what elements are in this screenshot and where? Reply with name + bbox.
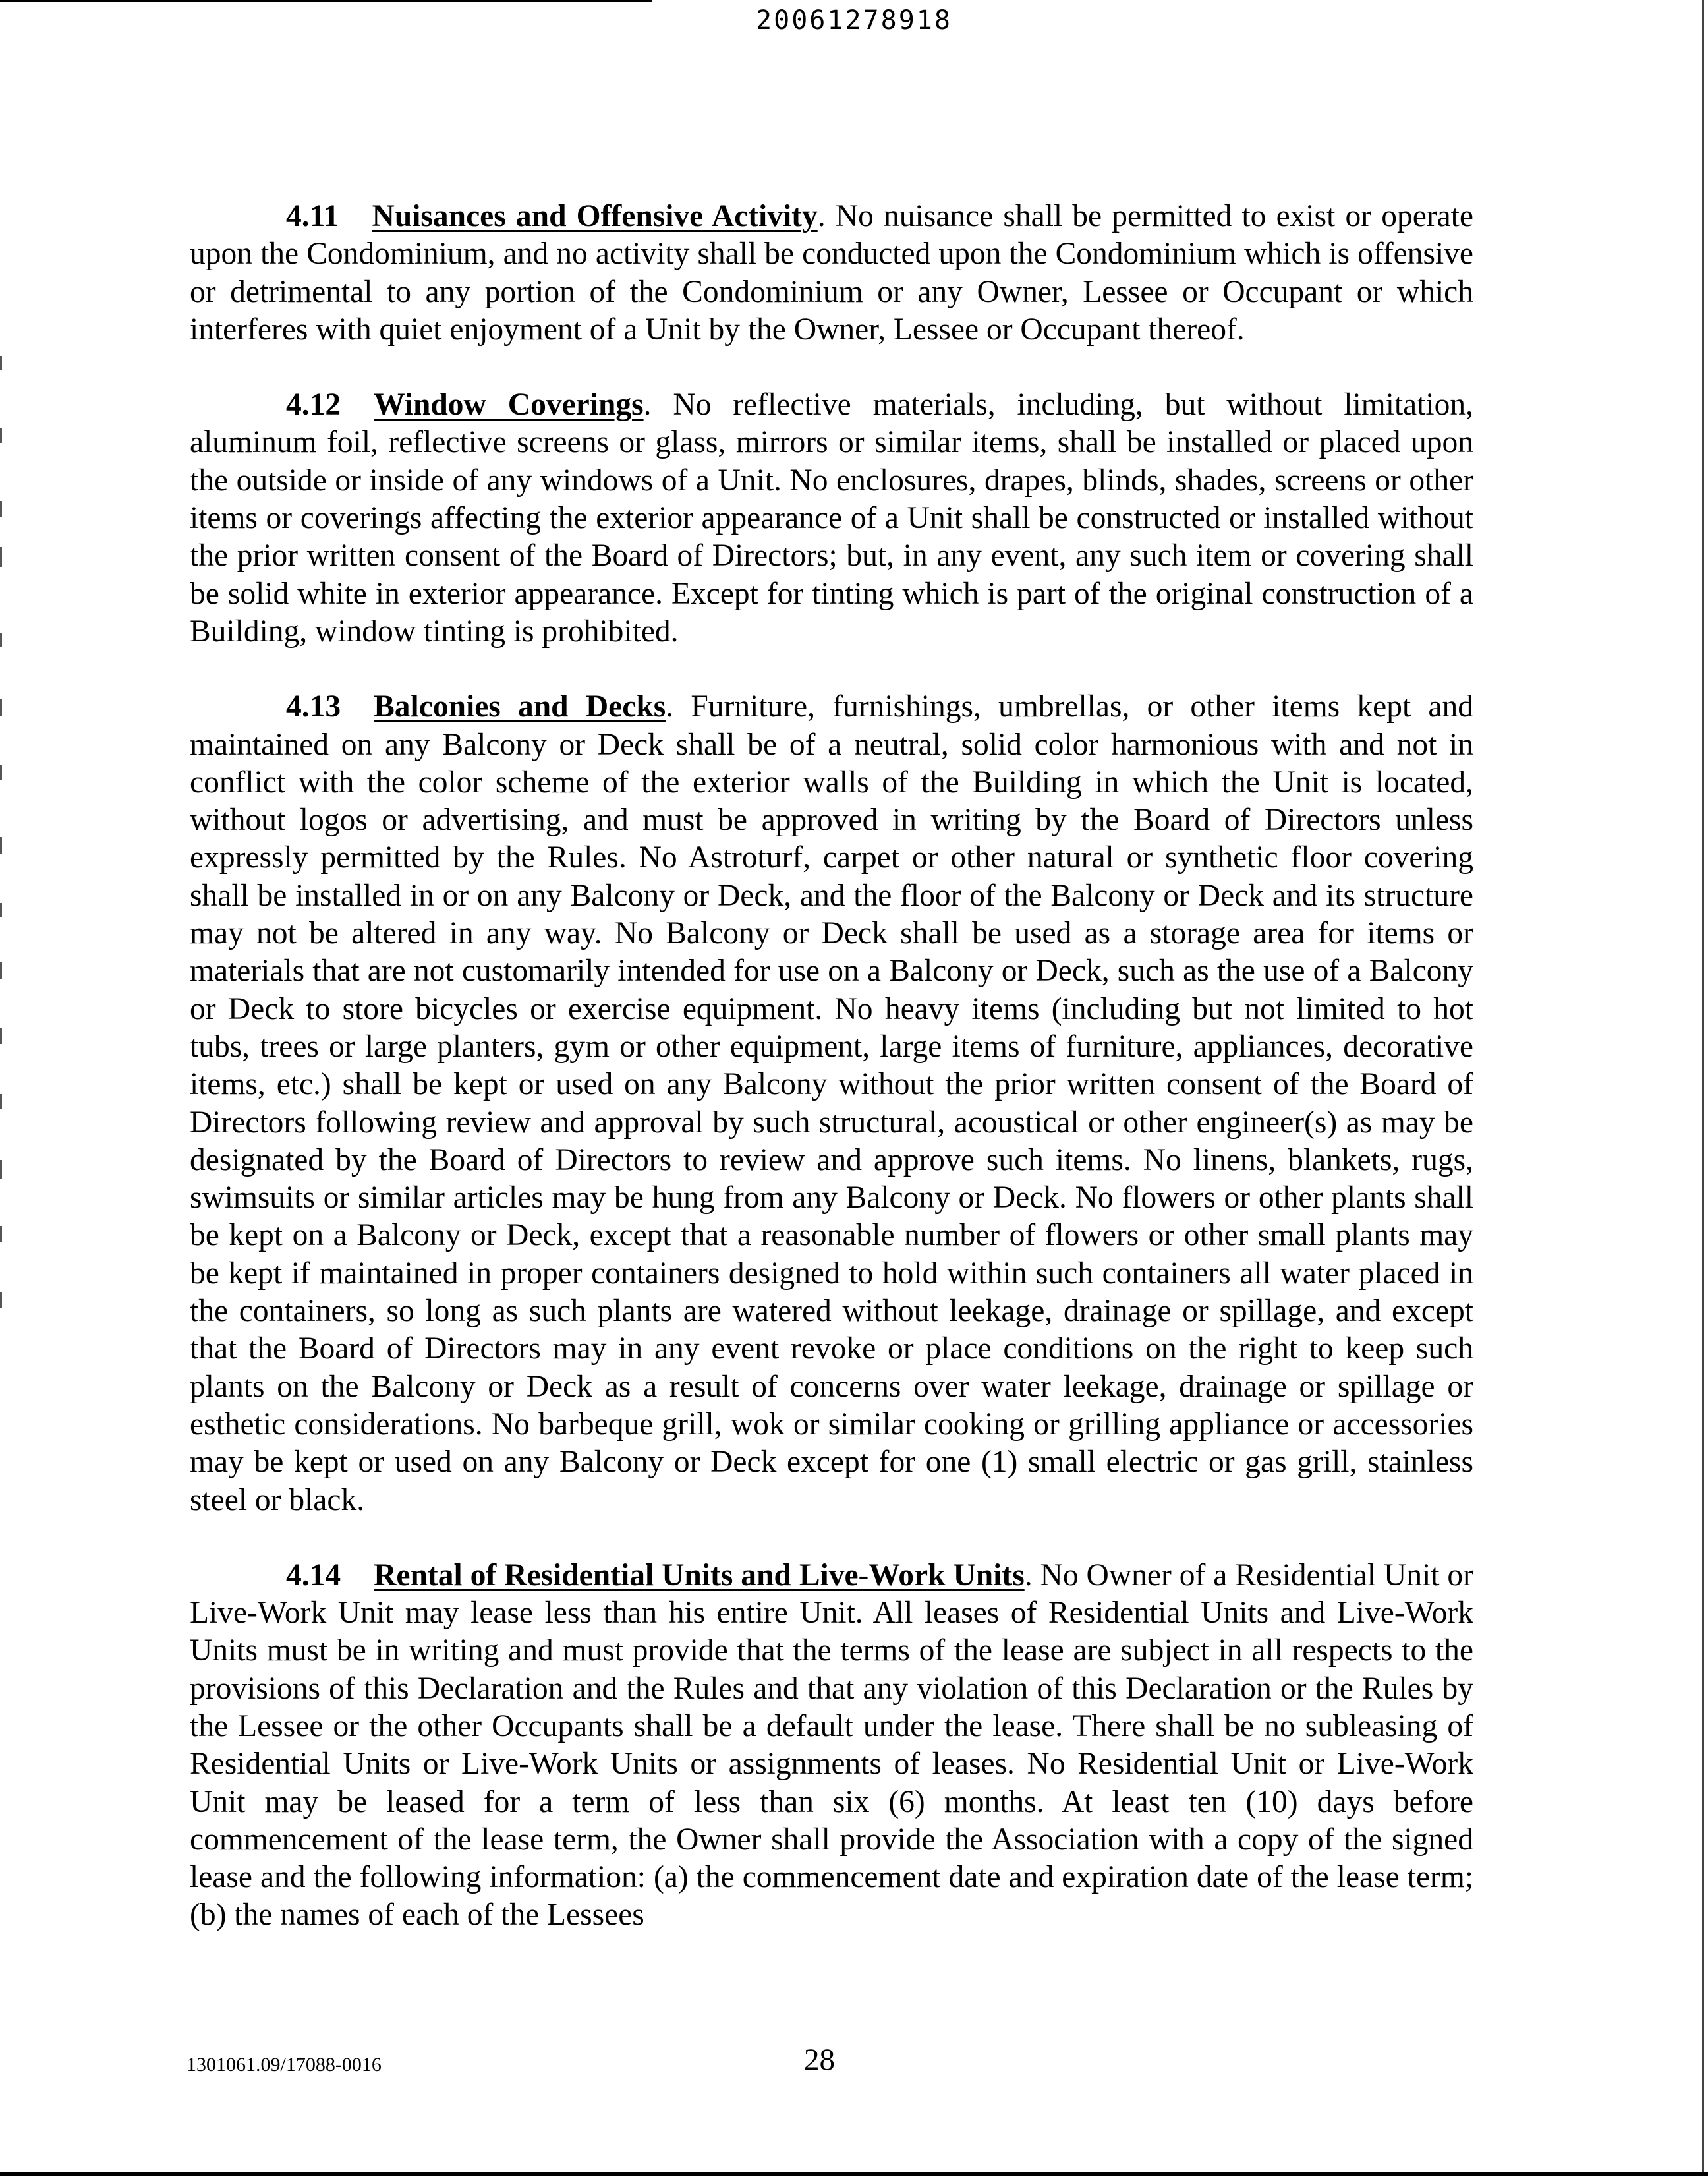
section-title: Rental of Residential Units and Live-Work Units [374, 1557, 1025, 1592]
footer-document-id: 1301061.09/17088-0016 [186, 2054, 382, 2076]
section-text: . Furniture, furnishings, umbrellas, or other items kept and maintained on any Balcony or Deck shall be of a neutral, solid color harmonious with and not in conflict with the color scheme of the exterior walls of the Building in which the Unit is located, without logos or advertising, and must be approved in writing by the Board of Directors unless expressly permitted by the Rules. No Astroturf, carpet or other natural or synthetic floor covering shall be installed in or on any Balcony or Deck, and the floor of the Balcony or Deck and its structure may not be altered in any way. No Balcony or Deck shall be used as a storage area for items or materials that are not customarily intended for use on a Balcony or Deck, such as the use of a Balcony or Deck to store bicycles or exercise equipment. No heavy items (including but not limited to hot tubs, trees or large planters, gym or other equipment, large items of furniture, appliances, decorative items, etc.) shall be kept or used on any Balcony without the prior written consent of the Board of Directors following review and approval by such structural, acoustical or other engineer(s) as may be designated by the Board of Directors to review and approve such items. No linens, blankets, rugs, swimsuits or similar articles may be hung from any Balcony or Deck. No flowers or other plants shall be kept on a Balcony or Deck, except that a reasonable number of flowers or other small plants may be kept if maintained in proper containers designed to hold within such containers all water placed in the containers, so long as such plants are watered without leekage, drainage or spillage, and except that the Board of Directors may in any event revoke or place conditions on the right to keep such plants on the Balcony or Deck as a result of concerns over water leekage, drainage or spillage or esthetic considerations. No barbeque grill, wok or similar cooking or grilling appliance or accessories may be kept or used on any Balcony or Deck except for one (1) small electric or gas grill, stainless steel or black. [190, 689, 1473, 1517]
section-number: 4.12 [286, 388, 341, 422]
section-4-12 [190, 386, 1473, 651]
margin-scan-mark [0, 699, 2, 716]
section-4-14 [190, 1557, 1473, 1935]
section-number: 4.14 [286, 1557, 341, 1592]
section-text: . No nuisance shall be permitted to exist or operate upon the Condominium, and no activity shall be conducted upon the Condominium which is offensive or detrimental to any portion of the Condominium or any Owner, Lessee or Occupant or which interferes with quiet enjoyment of a Unit by the Owner, Lessee or Occupant thereof. [190, 199, 1473, 347]
footer-page-number: 28 [804, 2043, 835, 2077]
document-body [190, 198, 1473, 1972]
margin-scan-mark [0, 1160, 2, 1179]
margin-scan-mark [0, 1226, 2, 1242]
margin-scan-mark [0, 356, 2, 370]
margin-scan-mark [0, 1292, 2, 1308]
margin-scan-mark [0, 1028, 2, 1044]
section-text: . No reflective materials, including, but without limitation, aluminum foil, reflective screens or glass, mirrors or similar items, shall be installed or placed upon the outside or inside of any windows of a Unit. No enclosures, drapes, blinds, shades, screens or other items or coverings affecting the exterior appearance of a Unit shall be constructed or installed without the prior written consent of the Board of Directors; but, in any event, any such item or covering shall be solid white in exterior appearance. Except for tinting which is part of the original construction of a Building, window tinting is prohibited. [190, 388, 1473, 649]
section-4-11 [190, 198, 1473, 349]
margin-scan-mark [0, 501, 2, 517]
section-4-13 [190, 688, 1473, 1519]
margin-scan-mark [0, 903, 2, 917]
recording-number: 20061278918 [756, 5, 952, 36]
section-title: Balconies and Decks [374, 689, 666, 724]
margin-scan-mark [0, 837, 2, 854]
margin-scan-mark [0, 633, 2, 647]
bottom-scan-rule [0, 2172, 1708, 2176]
right-scan-edge [1702, 0, 1704, 2175]
margin-scan-mark [0, 1094, 2, 1109]
margin-scan-mark [0, 765, 2, 780]
top-scan-rule [0, 0, 652, 2]
section-title: Nuisances and Offensive Activity [372, 199, 818, 233]
section-text: . No Owner of a Residential Unit or Live-Work Unit may lease less than his entire Unit. All leases of Residential Units and Live-Work Units must be in writing and must provide that the terms of the lease are subject in all respects to the provisions of this Declaration and the Rules and that any violation of this Declaration or the Rules by the Lessee or the other Occupants shall be a default under the lease. There shall be no subleasing of Residential Units or Live-Work Units or assignments of leases. No Residential Unit or Live-Work Unit may be leased for a term of less than six (6) months. At least ten (10) days before commencement of the lease term, the Owner shall provide the Association with a copy of the signed lease and the following information: (a) the commencement date and expiration date of the lease term; (b) the names of each of the Lessees [190, 1557, 1473, 1933]
section-title: Window Coverings [374, 388, 644, 422]
section-number: 4.13 [286, 689, 341, 724]
margin-scan-mark [0, 962, 2, 979]
margin-scan-mark [0, 547, 2, 567]
margin-scan-mark [0, 428, 2, 443]
section-number: 4.11 [286, 199, 339, 233]
